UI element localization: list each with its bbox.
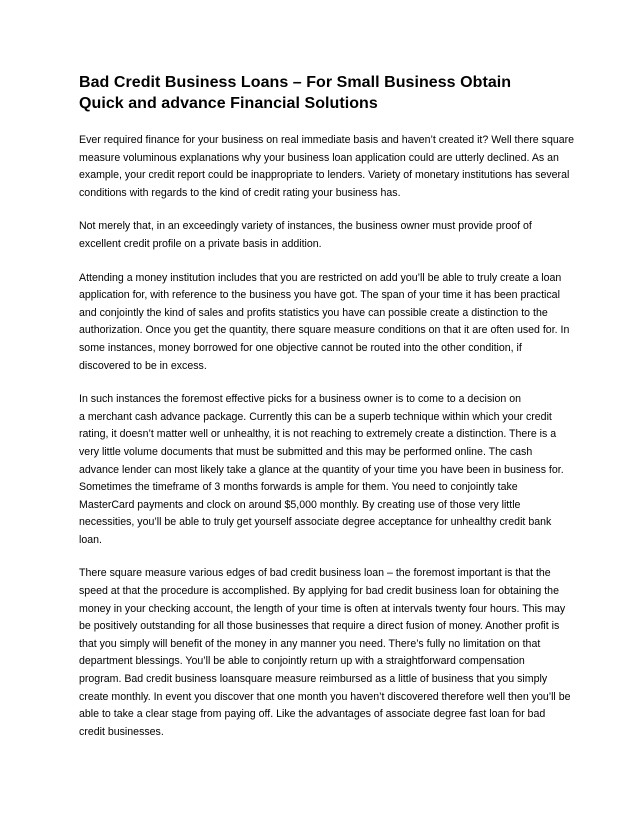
- document-title: [79, 72, 576, 114]
- paragraph-line: necessities, you’ll be able to truly get yourself associate degree acceptance for unhealthy credit bank: [79, 516, 552, 529]
- paragraph-line: some instances, money borrowed for one objective cannot be routed into the other condition, if: [79, 341, 522, 354]
- paragraph-line: rating, it doesn’t matter well or unhealthy, it is not reaching to extremely create a distinction. There is a: [79, 428, 557, 441]
- paragraph-line: application for, with reference to the business you have got. The span of your time it has been practical: [79, 289, 560, 302]
- paragraph-line: be positively outstanding for all those businesses that require a direct fusion of money. Another profit is: [79, 620, 560, 633]
- paragraph-line: example, your credit report could be inappropriate to lenders. Variety of monetary institutions has several: [79, 169, 570, 182]
- body-paragraph: [79, 565, 576, 741]
- paragraph-line: create monthly. In event you discover that one month you haven’t discovered therefore well then you’ll be: [79, 690, 571, 703]
- paragraph-line: There square measure various edges of bad credit business loan – the foremost important is that the: [79, 567, 551, 580]
- paragraph-line: In such instances the foremost effective picks for a business owner is to come to a decision on: [79, 393, 522, 406]
- paragraph-line: Attending a money institution includes that you are restricted on add you’ll be able to truly create a loan: [79, 271, 562, 284]
- paragraph-line: and conjointly the kind of sales and profits statistics you have can possible create a distinction to the: [79, 306, 548, 319]
- paragraph-line: advance lender can most likely take a glance at the quantity of your time you have been in business for.: [79, 463, 564, 476]
- paragraph-line: loan.: [79, 533, 102, 546]
- body-paragraph: [79, 270, 576, 376]
- paragraph-line: measure voluminous explanations why your business loan application could are utterly declined. As an: [79, 151, 559, 164]
- title-line: Bad Credit Business Loans – For Small Business Obtain: [79, 74, 512, 91]
- body-paragraph: [79, 391, 576, 549]
- paragraph-line: Sometimes the timeframe of 3 months forwards is ample for them. You need to conjointly take: [79, 481, 518, 494]
- title-line: Quick and advance Financial Solutions: [79, 95, 378, 112]
- paragraph-line: credit businesses.: [79, 725, 164, 738]
- paragraph-line: department blessings. You’ll be able to conjointly return up with a straightforward compensation: [79, 655, 525, 668]
- paragraph-line: MasterCard payments and clock on around $5,000 monthly. By creating use of those very little: [79, 498, 521, 511]
- paragraph-line: conditions with regards to the kind of credit rating your business has.: [79, 186, 401, 199]
- paragraph-line: excellent credit profile on a private basis in addition.: [79, 237, 322, 250]
- paragraph-line: that you simply will benefit of the money in any manner you need. There’s fully no limitation on that: [79, 637, 541, 650]
- paragraph-line: speed at that the procedure is accomplished. By applying for bad credit business loan for obtaining the: [79, 585, 559, 598]
- paragraph-line: program. Bad credit business loansquare measure reimbursed as a little of business that you simply: [79, 673, 548, 686]
- document-body: [79, 132, 576, 741]
- paragraph-line: Ever required finance for your business on real immediate basis and haven’t created it? Well there square: [79, 134, 575, 146]
- paragraph-line: money in your checking account, the length of your time is often at intervals twenty four hours. This may: [79, 602, 566, 615]
- paragraph-line: discovered to be in excess.: [79, 359, 207, 372]
- paragraph-line: authorization. Once you get the quantity, there square measure conditions on that it are often used for. In: [79, 324, 570, 337]
- paragraph-line: a merchant cash advance package. Currently this can be a superb technique within which your credit: [79, 410, 552, 423]
- paragraph-line: Not merely that, in an exceedingly variety of instances, the business owner must provide proof of: [79, 220, 532, 233]
- body-paragraph: [79, 132, 576, 202]
- body-paragraph: [79, 218, 576, 253]
- paragraph-line: able to take a clear stage from paying off. Like the advantages of associate degree fast loan for bad: [79, 708, 546, 721]
- paragraph-line: very little volume documents that must be submitted and this may be performed online. The cash: [79, 445, 533, 458]
